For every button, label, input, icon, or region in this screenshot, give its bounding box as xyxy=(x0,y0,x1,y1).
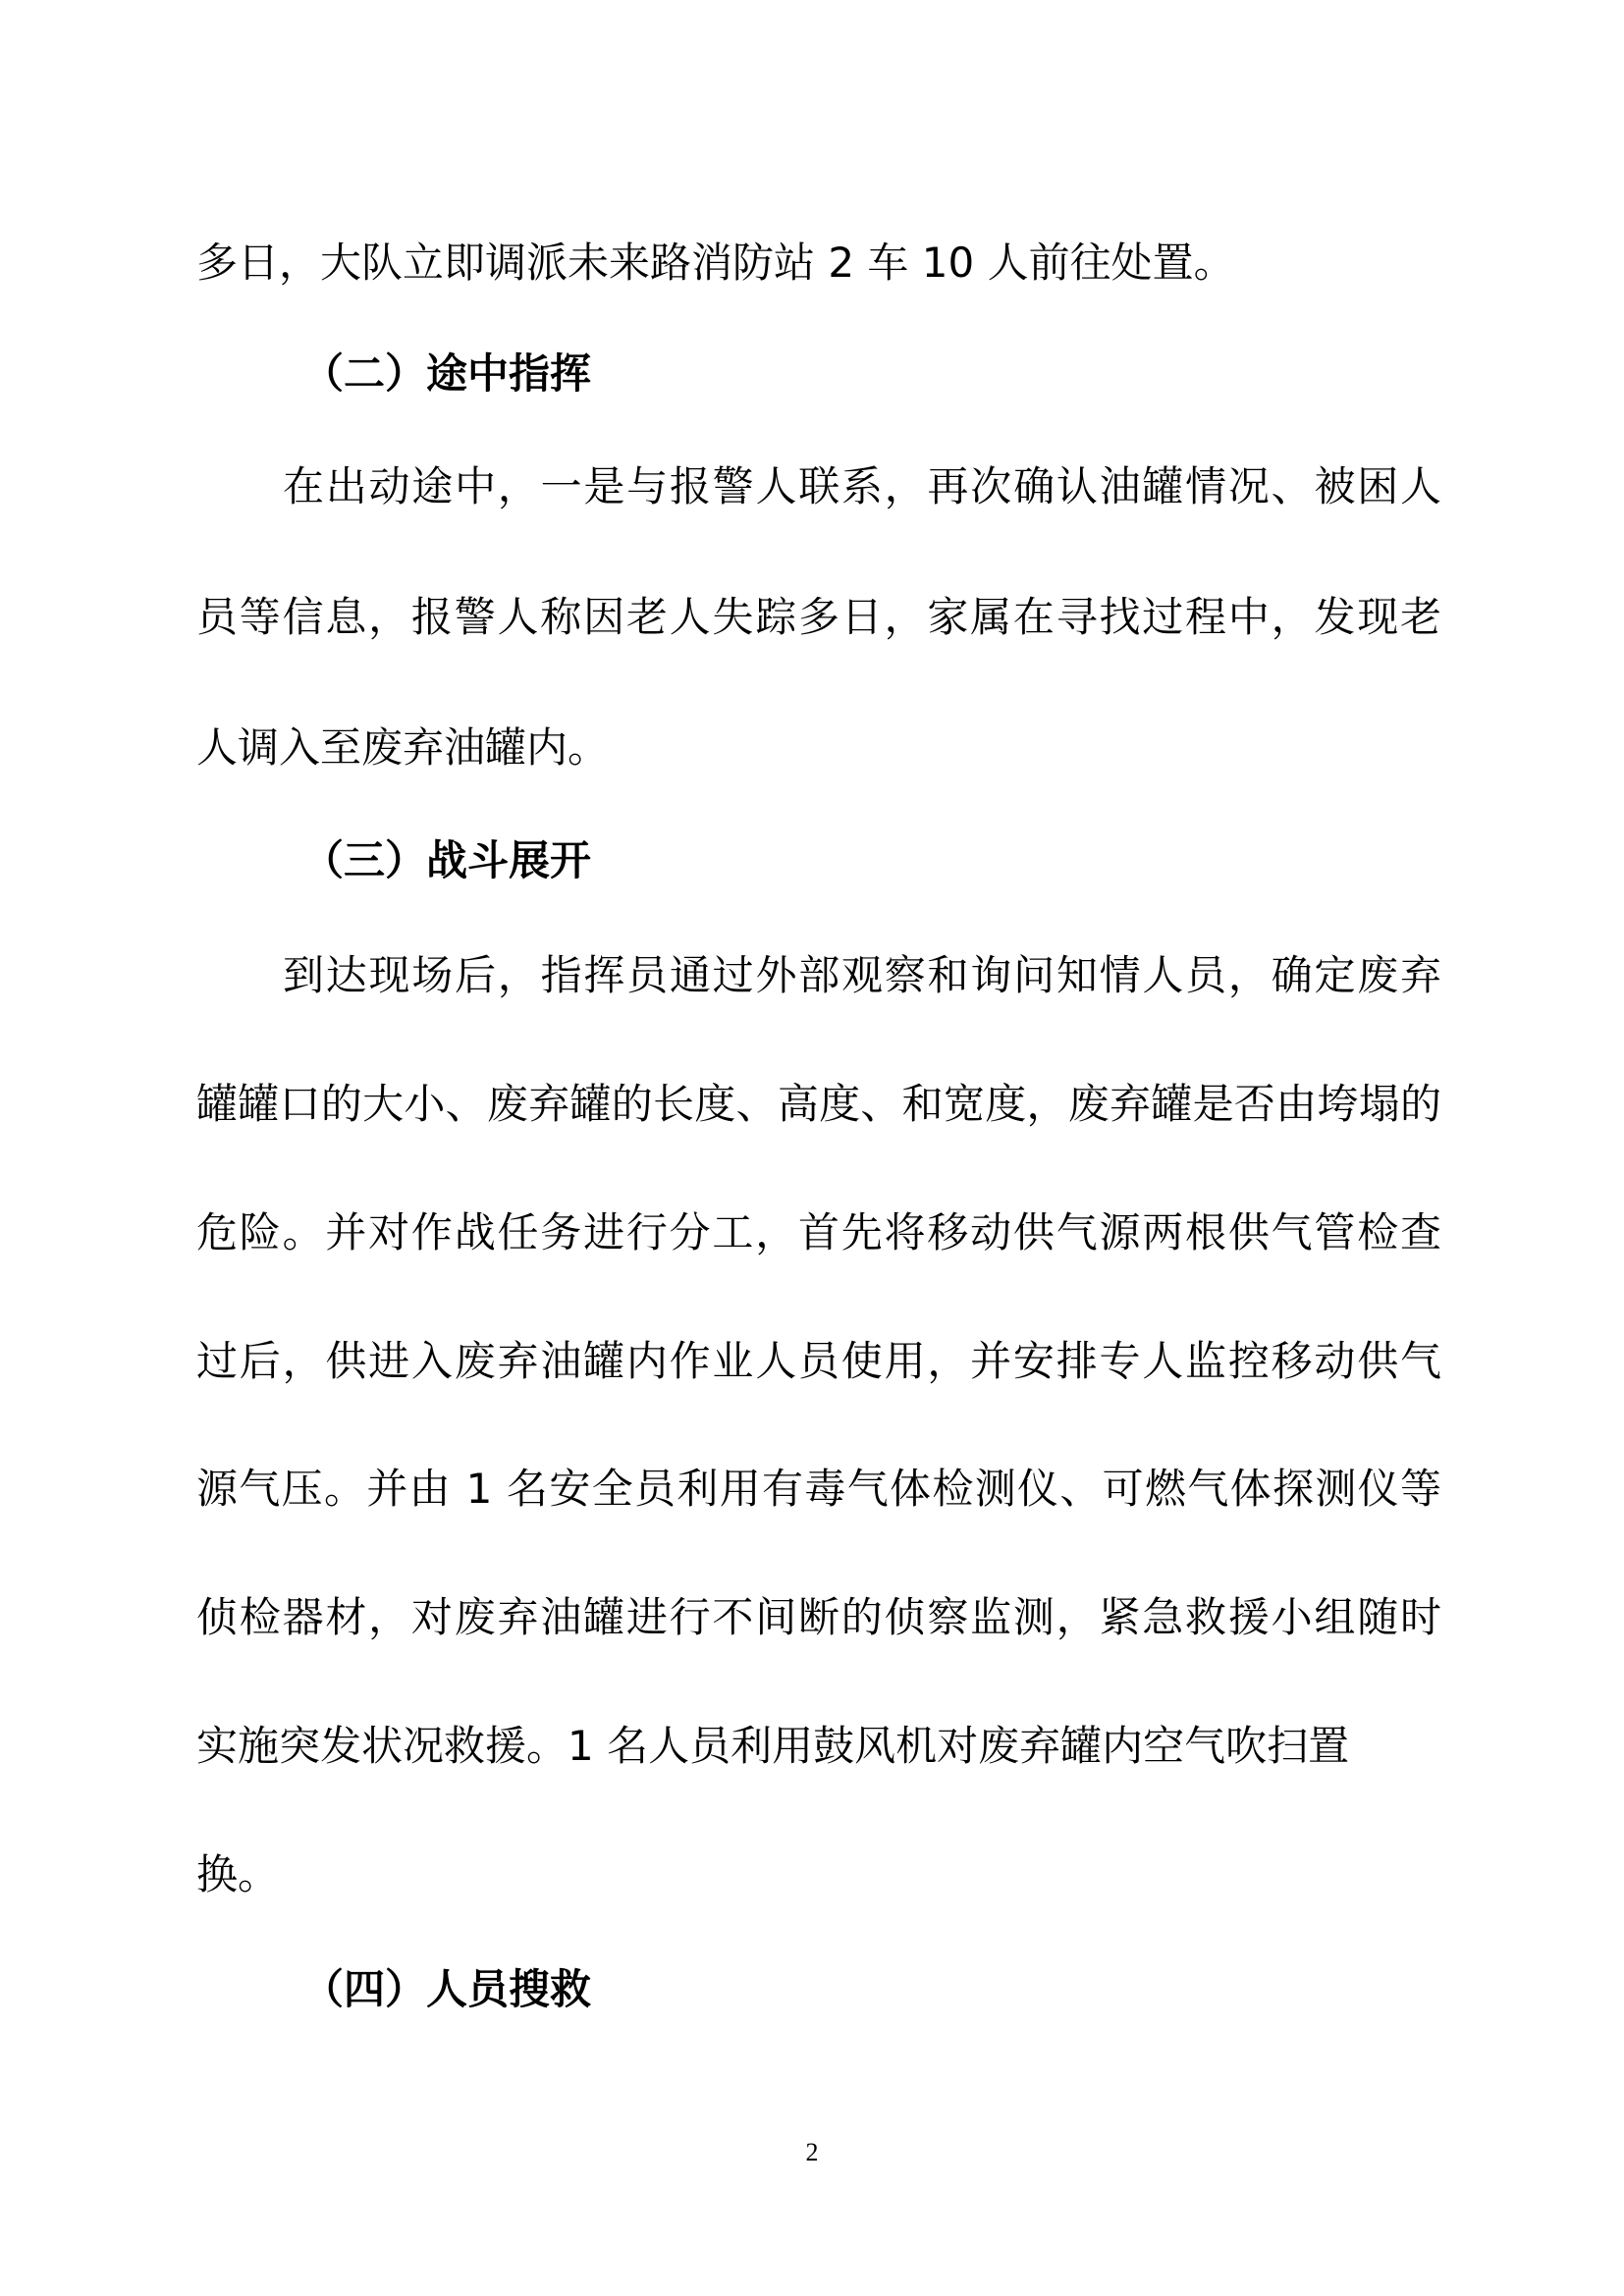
body-text-line: 源气压。并由 1 名安全员利用有毒气体检测仪、可燃气体探测仪等 xyxy=(196,1465,1441,1513)
body-text-line: 换。 xyxy=(196,1850,280,1898)
paragraph-first-line: 到达现场后，指挥员通过外部观察和询问知情人员，确定废弃 xyxy=(283,951,1441,999)
page-number: 2 xyxy=(805,2138,819,2166)
body-text-line: 罐罐口的大小、废弃罐的长度、高度、和宽度，废弃罐是否由垮塌的 xyxy=(196,1080,1441,1128)
body-text-line: 人调入至废弃油罐内。 xyxy=(196,723,610,772)
body-text-line: 实施突发状况救援。1 名人员利用鼓风机对废弃罐内空气吹扫置 xyxy=(196,1722,1350,1770)
body-text-line: 侦检器材，对废弃油罐进行不间断的侦察监测，紧急救援小组随时 xyxy=(196,1593,1441,1641)
body-text-line: 多日，大队立即调派未来路消防站 2 车 10 人前往处置。 xyxy=(196,239,1235,287)
section-heading: （二）途中指挥 xyxy=(302,349,592,398)
paragraph-first-line: 在出动途中，一是与报警人联系，再次确认油罐情况、被困人 xyxy=(283,462,1441,510)
section-heading: （四）人员搜救 xyxy=(302,1965,592,2013)
body-text-line: 危险。并对作战任务进行分工，首先将移动供气源两根供气管检查 xyxy=(196,1208,1441,1256)
body-text-line: 员等信息，报警人称因老人失踪多日，家属在寻找过程中，发现老 xyxy=(196,593,1441,641)
body-text-line: 过后，供进入废弃油罐内作业人员使用，并安排专人监控移动供气 xyxy=(196,1337,1441,1385)
section-heading: （三）战斗展开 xyxy=(302,836,592,884)
